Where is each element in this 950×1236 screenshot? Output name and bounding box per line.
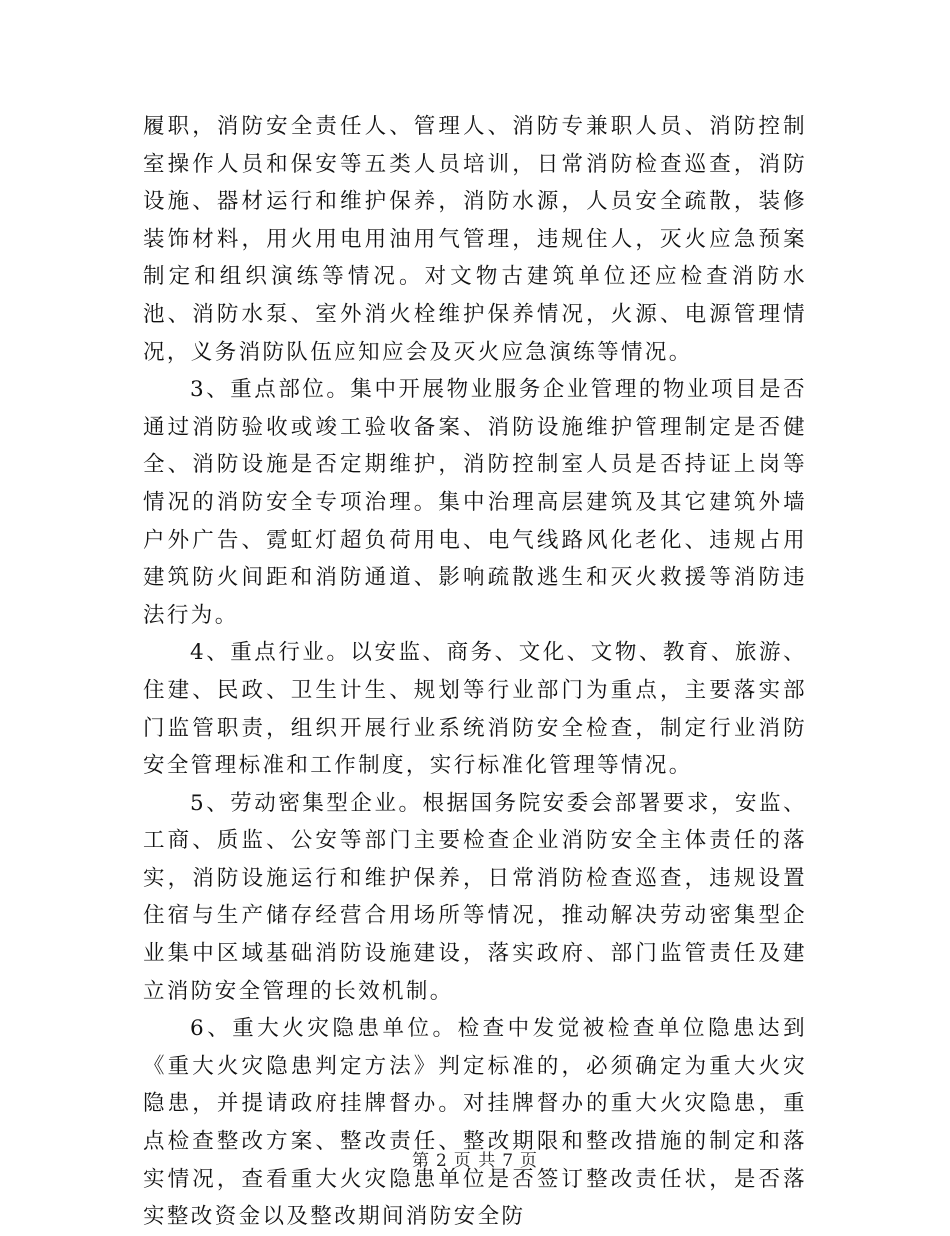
footer-middle: 页 共 (453, 1151, 497, 1171)
paragraph-item-4: 4、重点行业。以安监、商务、文化、文物、教育、旅游、住建、民政、卫生计生、规划等行业部门为重点，主要落实部门监管职责，组织开展行业系统消防安全检查，制定行业消防安全管理标准和工作制度，实行标准化管理等情况。 (143, 640, 807, 779)
page-footer (0, 1146, 950, 1171)
paragraph-continuation: 履职，消防安全责任人、管理人、消防专兼职人员、消防控制室操作人员和保安等五类人员培训，日常消防检查巡查，消防设施、器材运行和维护保养，消防水源，人员安全疏散，装修装饰材料，用火用电用油用气管理，违规住人，灭火应急预案制定和组织演练等情况。对文物古建筑单位还应检查消防水池、消防水泵、室外消火栓维护保养情况，火源、电源管理情况，义务消防队伍应知应会及灭火应急演练等情况。 (143, 114, 807, 365)
paragraph-item-6: 6、重大火灾隐患单位。检查中发觉被检查单位隐患达到《重大火灾隐患判定方法》判定标准的，必须确定为重大火灾隐患，并提请政府挂牌督办。对挂牌督办的重大火灾隐患，重点检查整改方案、整改责任、整改期限和整改措施的制定和落实情况，查看重大火灾隐患单位是否签订整改责任状，是否落实整改资金以及整改期间消防安全防 (143, 1016, 807, 1230)
paragraph-item-5: 5、劳动密集型企业。根据国务院安委会部署要求，安监、工商、质监、公安等部门主要检查企业消防安全主体责任的落实，消防设施运行和维护保养，日常消防检查巡查，违规设置住宿与生产储存经营合用场所等情况，推动解决劳动密集型企业集中区域基础消防设施建设，落实政府、部门监管责任及建立消防安全管理的长效机制。 (143, 790, 807, 1004)
footer-suffix: 页 (520, 1151, 539, 1171)
paragraph-item-3: 3、重点部位。集中开展物业服务企业管理的物业项目是否通过消防验收或竣工验收备案、消防设施维护管理制定是否健全、消防设施是否定期维护，消防控制室人员是否持证上岗等情况的消防安全专项治理。集中治理高层建筑及其它建筑外墙户外广告、霓虹灯超负荷用电、电气线路风化老化、违规占用建筑防火间距和消防通道、影响疏散逃生和灭火救援等消防违法行为。 (143, 377, 807, 628)
footer-prefix: 第 (411, 1151, 430, 1171)
document-body (143, 108, 807, 1236)
footer-page-number: 2 (435, 1151, 448, 1171)
footer-total-pages: 7 (502, 1151, 515, 1171)
